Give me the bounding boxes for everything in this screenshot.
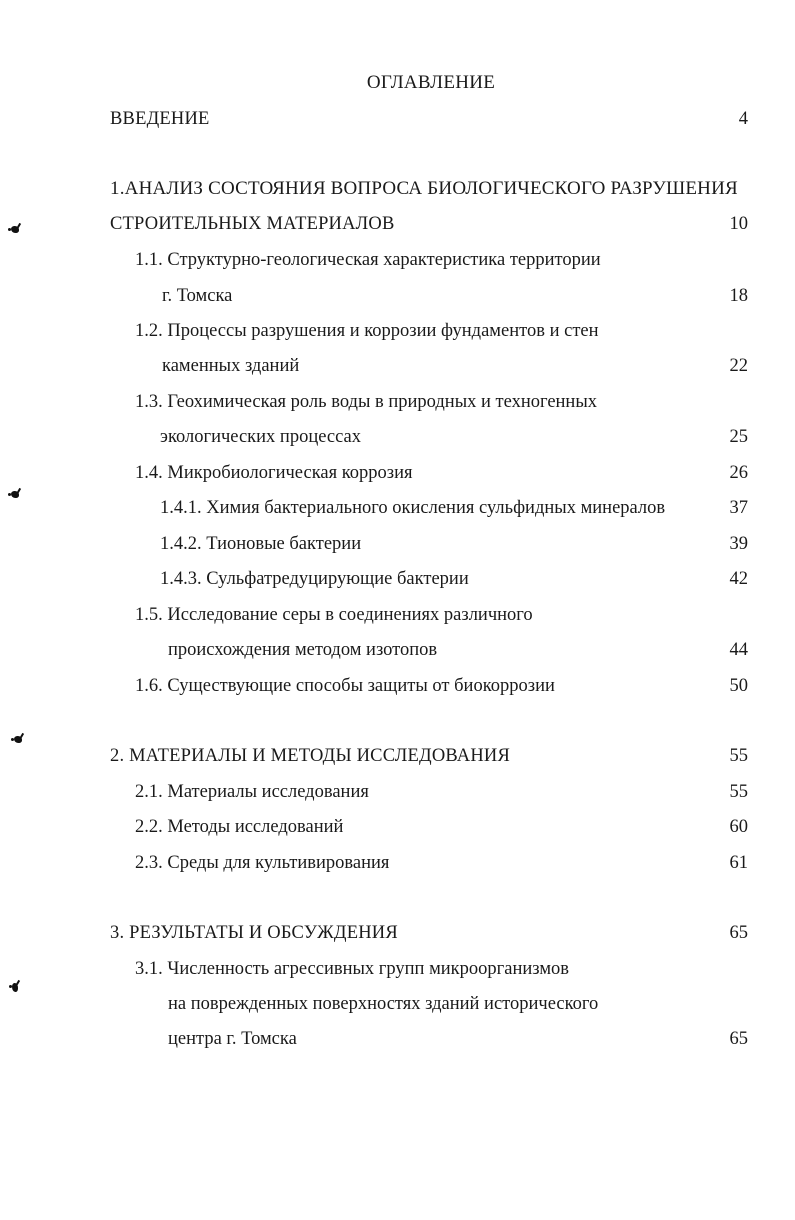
page-title: ОГЛАВЛЕНИЕ	[366, 72, 496, 93]
toc-page-number: 25	[729, 427, 748, 447]
toc-page-number: 37	[729, 498, 748, 518]
toc-chapter-1-line-2: СТРОИТЕЛЬНЫХ МАТЕРИАЛОВ	[110, 214, 395, 234]
toc-page-number: 65	[729, 1029, 748, 1049]
toc-section-2-3: 2.3. Среды для культивирования	[135, 853, 390, 873]
toc-page-number: 39	[729, 534, 748, 554]
toc-section-1-6: 1.6. Существующие способы защиты от биокоррозии	[135, 676, 555, 696]
toc-page-number: 10	[729, 214, 748, 234]
scan-speck	[12, 983, 18, 992]
toc-page-number: 55	[729, 746, 748, 766]
toc-page-number: 4	[738, 109, 748, 129]
toc-page-number: 61	[729, 853, 748, 873]
toc-section-1-2-line-2: каменных зданий	[162, 356, 300, 376]
toc-page-number: 55	[729, 782, 748, 802]
toc-section-2-1: 2.1. Материалы исследования	[135, 782, 369, 802]
toc-page-number: 18	[729, 286, 748, 306]
toc-chapter-1-line-1: 1.АНАЛИЗ СОСТОЯНИЯ ВОПРОСА БИОЛОГИЧЕСКОГО РАЗРУШЕНИЯ	[110, 178, 738, 199]
toc-subsection-1-4-2: 1.4.2. Тионовые бактерии	[160, 534, 362, 554]
toc-entry-introduction: ВВЕДЕНИЕ	[110, 109, 210, 129]
toc-section-3-1-line-2: на поврежденных поверхностях зданий исторического	[168, 994, 599, 1014]
toc-page-number: 60	[729, 817, 748, 837]
toc-section-1-3-line-2: экологических процессах	[160, 427, 361, 447]
toc-section-3-1-line-3: центра г. Томска	[168, 1029, 297, 1049]
toc-page-number: 50	[729, 676, 748, 696]
toc-section-2-2: 2.2. Методы исследований	[135, 817, 344, 837]
toc-section-3-1-line-1: 3.1. Численность агрессивных групп микроорганизмов	[135, 959, 570, 979]
toc-subsection-1-4-1: 1.4.1. Химия бактериального окисления сульфидных минералов	[160, 498, 666, 518]
toc-page-number: 26	[729, 463, 748, 483]
toc-section-1-4: 1.4. Микробиологическая коррозия	[135, 463, 413, 483]
toc-page-number: 65	[729, 923, 748, 943]
toc-subsection-1-4-3: 1.4.3. Сульфатредуцирующие бактерии	[160, 569, 469, 589]
toc-section-1-3-line-1: 1.3. Геохимическая роль воды в природных и техногенных	[135, 392, 598, 412]
toc-section-1-1-line-1: 1.1. Структурно-геологическая характеристика территории	[135, 250, 601, 270]
toc-chapter-3: 3. РЕЗУЛЬТАТЫ И ОБСУЖДЕНИЯ	[110, 923, 398, 943]
toc-section-1-5-line-1: 1.5. Исследование серы в соединениях различного	[135, 605, 533, 625]
toc-page-number: 44	[729, 640, 748, 660]
toc-page-number: 22	[729, 356, 748, 376]
toc-section-1-1-line-2: г. Томска	[162, 286, 233, 306]
toc-page-number: 42	[729, 569, 748, 589]
scan-speck	[11, 491, 19, 498]
toc-section-1-2-line-1: 1.2. Процессы разрушения и коррозии фундаментов и стен	[135, 321, 599, 341]
toc-section-1-5-line-2: происхождения методом изотопов	[168, 640, 438, 660]
toc-chapter-2: 2. МАТЕРИАЛЫ И МЕТОДЫ ИССЛЕДОВАНИЯ	[110, 746, 511, 766]
scan-speck	[14, 736, 22, 743]
scan-speck	[11, 226, 19, 233]
